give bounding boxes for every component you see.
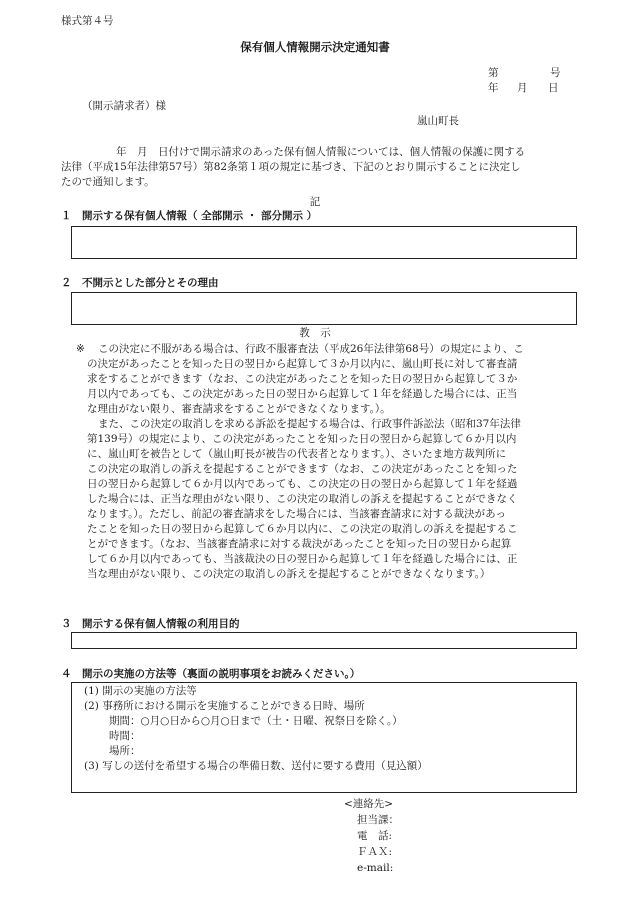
ki-heading: 記 [309, 196, 321, 208]
time-item: 時間： [109, 730, 141, 742]
kyoji-line: この決定の取消しの訴えを提起することができます（なお、この決定があったことを知った [87, 463, 518, 475]
intro-line: たので通知します。 [61, 176, 155, 188]
intro-line: 法律（平成15年法律第57号）第82条第１項の規定に基づき、下記のとおり開示することに決定し [61, 161, 521, 173]
form-number: 様式第４号 [61, 15, 114, 27]
document-title: 保有個人情報開示決定通知書 [240, 40, 390, 54]
kyoji-line: この決定に不服がある場合は、行政不服審査法（平成26年法律第68号）の規定により、こ [98, 343, 524, 355]
place-item: 場所： [109, 745, 141, 757]
kyoji-line: の決定があったことを知った日の翌日から起算して３か月以内に、嵐山町長に対して審査請 [87, 358, 518, 370]
kyoji-paragraph [87, 342, 524, 582]
period-item: 期間：○月○日から○月○日まで（土・日曜、祝祭日を除く。） [109, 715, 403, 727]
section1-box [71, 226, 577, 259]
contact-header: <連絡先> [344, 798, 394, 810]
kyoji-line: した場合には、正当な理由がない限り、この決定の取消しの訴えを提起することができなく [87, 493, 518, 505]
section3-heading: ３ 開示する保有個人情報の利用目的 [61, 618, 240, 630]
date-day: 日 [548, 82, 559, 94]
office-item: (2) 事務所における開示を実施することができる日時、場所 [84, 700, 365, 712]
section3-box [71, 632, 577, 649]
note-mark: ※ [76, 343, 85, 355]
intro-paragraph [61, 145, 525, 190]
kyoji-heading: 教 示 [299, 327, 331, 339]
issuer: 嵐山町長 [417, 115, 459, 127]
kyoji-line: また、この決定の取消しを求める訴訟を提起する場合は、行政事件訴訟法（昭和37年法律 [98, 418, 521, 430]
section4-list [84, 684, 428, 774]
section2-heading: ２ 不開示とした部分とその理由 [61, 277, 219, 289]
contact-fax: ＦＡＸ: [357, 846, 393, 858]
kyoji-line: して６か月以内であっても、当該裁決の日の翌日から起算して１年を経過した場合には、正 [87, 553, 518, 565]
date-month: 月 [517, 82, 528, 94]
copy-delivery-item: (3) 写しの送付を希望する場合の準備日数、送付に要する費用（見込額） [84, 760, 428, 772]
date-year: 年 [488, 82, 499, 94]
contact-phone: 電 話: [357, 830, 393, 842]
section1-heading: １ 開示する保有個人情報（ 全部開示 ・ 部分開示 ） [61, 210, 318, 222]
kyoji-line: とができます。（なお、当該審査請求に対する裁決があったことを知った日の翌日から起算 [87, 538, 512, 550]
kyoji-line: 当な理由がない限り、この決定の取消しの訴えを提起することができなくなります。） [87, 568, 491, 580]
kyoji-line: 月以内であっても、この決定があった日の翌日から起算して１年を経過した場合には、正当 [87, 388, 518, 400]
contact-person: 担当課： [357, 814, 399, 826]
number-dai: 第 [488, 67, 499, 79]
kyoji-line: な理由がない限り、審査請求をすることができなくなります。）。 [87, 403, 391, 415]
kyoji-line: に、嵐山町を被告として（嵐山町長が被告の代表者となります。）、さいたま地方裁判所に [87, 448, 507, 460]
section2-box [71, 292, 577, 325]
section4-heading: ４ 開示の実施の方法等（裏面の説明事項をお読みください。） [61, 668, 361, 680]
kyoji-line: なります。）。ただし、前記の審査請求をした場合には、当該審査請求に対する裁決があっ [87, 508, 507, 520]
number-go: 号 [550, 67, 561, 79]
kyoji-line: 第139号）の規定により、この決定があったことを知った日の翌日から起算して６か月以内 [87, 433, 517, 445]
contact-email: e-mail: [357, 862, 394, 874]
kyoji-line: 日の翌日から起算して６か月以内であっても、この決定の日の翌日から起算して１年を経過 [87, 478, 518, 490]
kyoji-line: 求をすることができます（なお、この決定があったことを知った日の翌日から起算して３か [87, 373, 518, 385]
method-item: (1) 開示の実施の方法等 [84, 685, 197, 697]
kyoji-line: たことを知った日の翌日から起算して６か月以内に、この決定の取消しの訴えを提起するこ [87, 523, 518, 535]
requester: （開示請求者）様 [82, 100, 166, 112]
intro-line: 年 月 日付けで開示請求のあった保有個人情報については、個人情報の保護に関する [116, 146, 526, 158]
